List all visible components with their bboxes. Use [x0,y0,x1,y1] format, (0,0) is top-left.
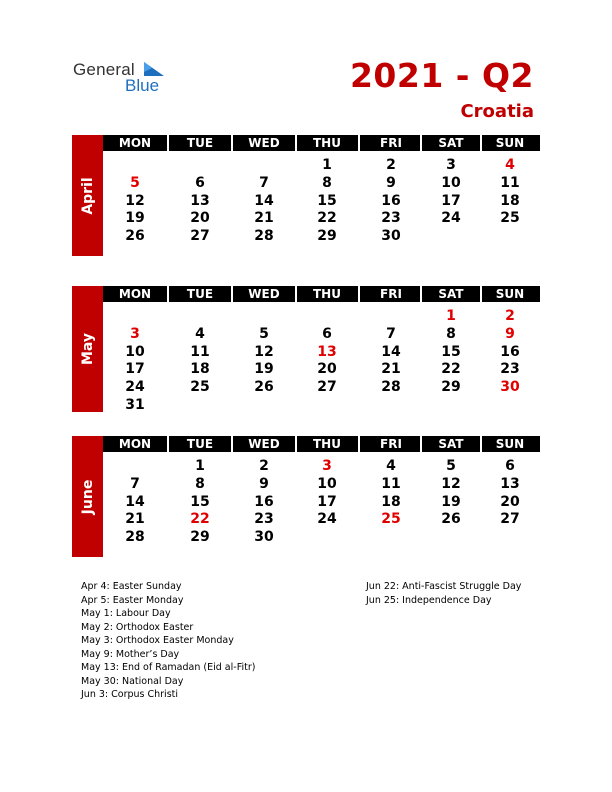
day-cell: 10 [441,174,461,191]
day-cell: 29 [317,228,337,245]
holiday-day-cell: 22 [190,511,210,528]
page-title: 2021 - Q2 [349,56,534,95]
weekday-label: FRI [380,136,402,150]
month-name: May [79,332,96,366]
day-cell: 8 [195,475,205,492]
weekday-header [103,286,540,302]
holiday-list-right [366,580,521,607]
day-cell: 26 [254,379,274,396]
header-divider [420,436,422,452]
holiday-day-cell: 30 [500,379,520,396]
header-divider [480,436,482,452]
weekday-label: WED [248,287,280,301]
day-cell: 21 [125,511,145,528]
weekday-label: THU [313,437,341,451]
day-cell: 24 [125,379,145,396]
month-name: June [79,479,96,514]
weekday-label: WED [248,136,280,150]
day-cell: 13 [500,475,520,492]
holiday-entry: Jun 3: Corpus Christi [81,689,179,700]
weekday-label: MON [118,136,152,150]
day-cell: 5 [259,325,269,342]
holiday-entry: May 1: Labour Day [81,608,171,619]
month-label-tab [72,135,103,256]
header-divider [358,436,360,452]
day-cell: 28 [381,379,401,396]
day-cell: 7 [130,475,140,492]
weekday-label: WED [248,437,280,451]
day-cell: 14 [254,192,274,209]
day-cell: 23 [381,210,401,227]
holiday-entry: May 13: End of Ramadan (Eid al-Fitr) [81,662,256,673]
day-cell: 13 [190,192,210,209]
holiday-day-cell: 9 [505,325,515,342]
day-cell: 14 [125,493,145,510]
day-cell: 25 [500,210,520,227]
header-divider [167,286,169,302]
header-divider [231,436,233,452]
day-cell: 19 [125,210,145,227]
header-divider [231,135,233,151]
day-cell: 3 [446,157,456,173]
day-cell: 10 [125,343,145,360]
day-cell: 9 [386,174,396,191]
weekday-label: TUE [186,136,214,150]
header-divider [480,135,482,151]
header-divider [295,286,297,302]
day-cell: 15 [190,493,210,510]
holiday-entry: May 2: Orthodox Easter [81,621,194,633]
day-cell: 16 [381,192,401,209]
day-cell: 18 [500,192,520,209]
day-cell: 8 [446,325,456,342]
holiday-day-cell: 3 [130,325,140,342]
day-cell: 6 [195,174,205,191]
day-cell: 11 [500,174,520,191]
day-cell: 22 [441,361,461,378]
holiday-day-cell: 3 [322,458,332,474]
month-label-tab [72,436,103,557]
day-cell: 27 [317,379,337,396]
holiday-entry: Jun 25: Independence Day [366,594,492,606]
header-divider [420,135,422,151]
day-cell: 8 [322,174,332,191]
holiday-entry: May 9: Mother’s Day [81,648,180,660]
day-cell: 15 [441,343,461,360]
header-divider [358,135,360,151]
day-cell: 2 [259,458,269,474]
day-cell: 11 [190,343,210,360]
day-cell: 22 [317,210,337,227]
day-cell: 20 [500,493,520,510]
day-cell: 20 [190,210,210,227]
day-cell: 21 [254,210,274,227]
weekday-label: SAT [438,437,464,451]
day-cell: 26 [441,511,461,528]
header-divider [420,286,422,302]
weekday-label: FRI [380,287,402,301]
holiday-day-cell: 5 [130,174,140,191]
logo-flag-icon [142,62,164,78]
weekday-label: TUE [186,437,214,451]
day-cell: 18 [190,361,210,378]
header-divider [167,135,169,151]
day-cell: 29 [190,529,210,546]
header-divider [295,436,297,452]
header-divider [167,436,169,452]
weekday-label: MON [118,437,152,451]
weekday-label: SAT [438,136,464,150]
day-cell: 1 [322,157,332,173]
day-cell: 26 [125,228,145,245]
weekday-label: SUN [495,136,525,150]
day-cell: 17 [317,493,337,510]
day-cell: 12 [125,192,145,209]
day-cell: 1 [195,458,205,474]
day-cell: 30 [254,529,274,546]
holiday-day-cell: 4 [505,157,515,173]
day-cell: 12 [254,343,274,360]
header-divider [358,286,360,302]
weekday-header [103,135,540,151]
day-cell: 18 [381,493,401,510]
weekday-label: SAT [438,287,464,301]
day-cell: 24 [317,511,337,528]
day-cell: 4 [195,325,205,342]
holiday-entry: May 3: Orthodox Easter Monday [81,635,234,646]
day-cell: 15 [317,192,337,209]
country-name: Croatia [460,101,534,122]
day-cell: 14 [381,343,401,360]
day-cell: 6 [505,458,515,474]
holiday-entry: Jun 22: Anti-Fascist Struggle Day [366,581,522,592]
day-cell: 16 [254,493,274,510]
day-cell: 9 [259,475,269,492]
day-cell: 24 [441,210,461,227]
day-cell: 29 [441,379,461,396]
header-divider [480,286,482,302]
day-cell: 23 [500,361,520,378]
holiday-day-cell: 2 [505,308,515,324]
weekday-header [103,436,540,452]
day-cell: 12 [441,475,461,492]
day-cell: 5 [446,458,456,474]
logo [73,60,160,95]
weekday-label: THU [313,287,341,301]
day-cell: 7 [386,325,396,342]
day-cell: 23 [254,511,274,528]
holiday-entry: Apr 4: Easter Sunday [81,581,182,592]
day-cell: 28 [125,529,145,546]
weekday-label: SUN [495,437,525,451]
holiday-day-cell: 13 [317,343,337,360]
day-cell: 20 [317,361,337,378]
day-cell: 10 [317,475,337,492]
month-label-tab [72,286,103,412]
header-divider [295,135,297,151]
month-name: April [79,176,96,215]
day-cell: 30 [381,228,401,245]
weekday-label: FRI [380,437,402,451]
day-cell: 17 [125,361,145,378]
day-cell: 17 [441,192,461,209]
day-cell: 2 [386,157,396,173]
holiday-day-cell: 1 [446,308,456,324]
holiday-list-left [81,580,255,702]
logo-blue-text: Blue [125,76,160,95]
holiday-entry: May 30: National Day [81,675,184,687]
holiday-entry: Apr 5: Easter Monday [81,594,184,606]
day-cell: 19 [254,361,274,378]
day-cell: 11 [381,475,401,492]
day-cell: 27 [500,511,520,528]
day-cell: 7 [259,174,269,191]
weekday-label: MON [118,287,152,301]
day-cell: 28 [254,228,274,245]
logo-general-text: General [73,60,135,79]
header-divider [231,286,233,302]
day-cell: 16 [500,343,520,360]
day-cell: 27 [190,228,210,245]
day-cell: 19 [441,493,461,510]
day-cell: 25 [190,379,210,396]
day-cell: 6 [322,325,332,342]
weekday-label: THU [313,136,341,150]
weekday-label: SUN [495,287,525,301]
day-cell: 21 [381,361,401,378]
day-cell: 4 [386,458,396,474]
weekday-label: TUE [186,287,214,301]
day-cell: 31 [125,397,145,413]
holiday-day-cell: 25 [381,511,401,528]
